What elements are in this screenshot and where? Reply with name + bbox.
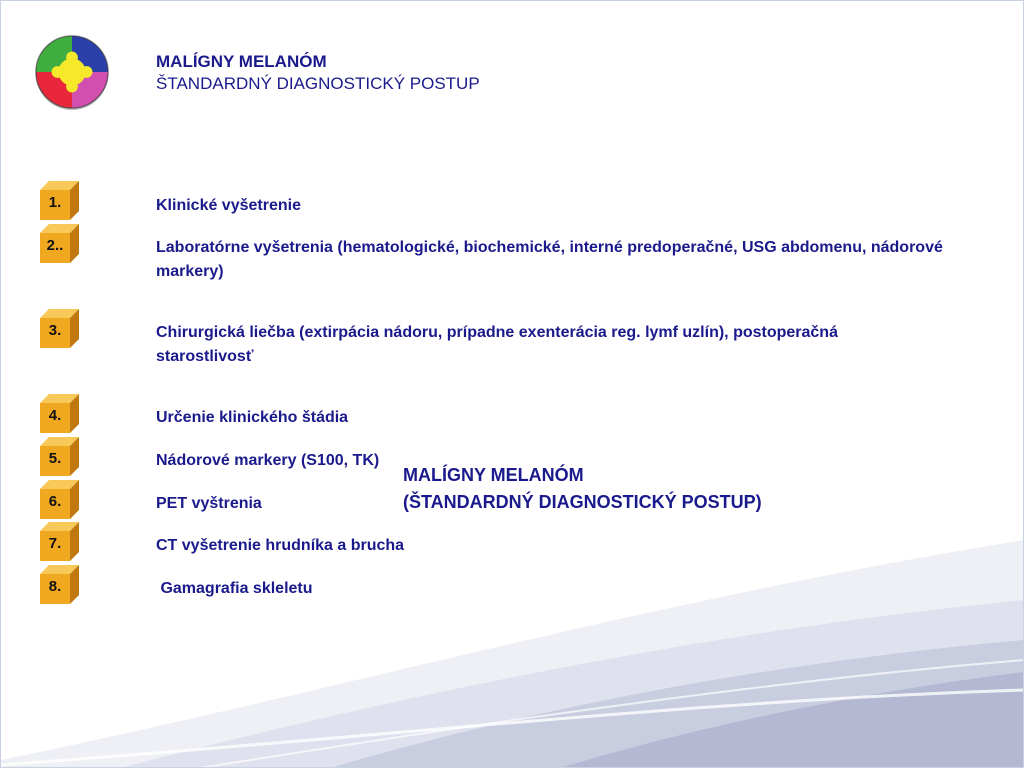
step-badge-3	[40, 309, 78, 347]
overlay-title-line1: MALÍGNY MELANÓM	[403, 465, 584, 485]
step-text-2: Laboratórne vyšetrenia (hematologické, biochemické, interné predoperačné, USG abdomenu, nádorové markery)	[156, 239, 943, 280]
step-number: 3.	[48, 322, 62, 339]
step-badge-1	[40, 181, 78, 219]
step-number: 6.	[48, 493, 62, 510]
step-badge-2	[40, 224, 78, 262]
step-badge-8	[40, 565, 78, 603]
step-text-7: CT vyšetrenie hrudníka a brucha	[156, 537, 405, 554]
step-text-6: PET vyštrenia	[156, 495, 262, 512]
step-badge-6	[40, 480, 78, 518]
step-badge-7	[40, 522, 78, 560]
step-text-3: Chirurgická liečba (extirpácia nádoru, prípadne exenterácia reg. lymf uzlín), postoperačná starostlivosť	[156, 324, 838, 365]
step-number: 5.	[48, 450, 62, 467]
step-number: 4.	[48, 407, 62, 424]
step-text-5: Nádorové markery (S100, TK)	[156, 452, 380, 469]
step-text-8: Gamagrafia skleletu	[156, 580, 313, 597]
step-badge-4	[40, 394, 78, 432]
step-number: 7.	[48, 535, 62, 552]
step-number: 2..	[46, 237, 64, 254]
overlay-title	[403, 462, 762, 516]
step-number: 1.	[48, 194, 62, 211]
overlay-title-line2: (ŠTANDARDNÝ DIAGNOSTICKÝ POSTUP)	[403, 492, 762, 512]
slide-title	[156, 51, 480, 95]
step-text-1: Klinické vyšetrenie	[156, 197, 301, 214]
title-main: MALÍGNY MELANÓM	[156, 52, 327, 71]
title-subtitle: ŠTANDARDNÝ DIAGNOSTICKÝ POSTUP	[156, 74, 480, 93]
step-badge-5	[40, 437, 78, 475]
step-number: 8.	[48, 578, 62, 595]
step-text-4: Určenie klinického štádia	[156, 409, 349, 426]
puzzle-circle-icon	[33, 33, 111, 111]
